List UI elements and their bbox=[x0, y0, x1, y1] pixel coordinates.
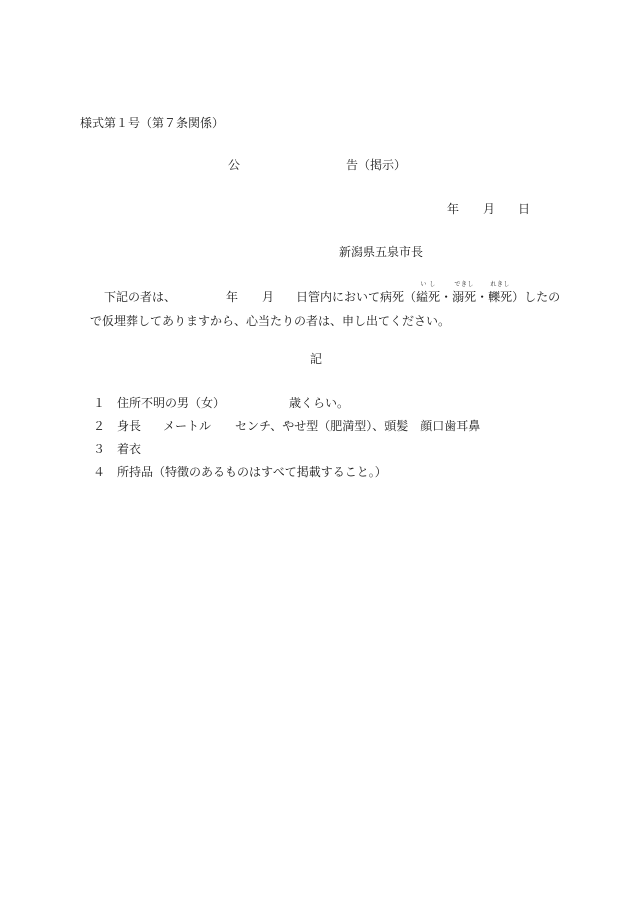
word-dekishi: 溺死 bbox=[452, 290, 477, 304]
date-day: 日 bbox=[518, 202, 531, 216]
ruby-ishi: い し bbox=[420, 281, 436, 288]
ruby-word-rekishi bbox=[488, 281, 513, 304]
heading-ko: 公 bbox=[228, 158, 241, 172]
body-year: 年 bbox=[226, 290, 239, 304]
ruby-rekishi: れきし bbox=[490, 281, 510, 288]
list-item bbox=[93, 419, 480, 433]
body-line1 bbox=[104, 281, 561, 304]
ruby-dekishi: できし bbox=[454, 281, 474, 288]
ruby-word-dekishi bbox=[452, 281, 477, 304]
ki-heading: 記 bbox=[310, 352, 323, 366]
item-number: １ bbox=[93, 396, 106, 410]
item-text: 身長 bbox=[117, 419, 142, 433]
item-text: 歳くらい。 bbox=[289, 396, 350, 410]
word-rekishi: 轢死 bbox=[488, 290, 513, 304]
item-number: ２ bbox=[93, 419, 106, 433]
body-month: 月 bbox=[262, 290, 275, 304]
item-number: ３ bbox=[93, 442, 106, 456]
body-line1-mid: 日管内において病死（ bbox=[296, 290, 417, 304]
ruby-word-ishi bbox=[416, 281, 441, 304]
body-line1-start: 下記の者は、 bbox=[104, 290, 177, 304]
form-label: 様式第１号（第７条関係） bbox=[80, 116, 225, 130]
list-item bbox=[93, 396, 349, 410]
separator: ・ bbox=[440, 290, 453, 304]
item-text: メートル bbox=[163, 419, 212, 433]
date-year: 年 bbox=[447, 202, 460, 216]
body-line1-end: ）したの bbox=[512, 290, 561, 304]
issuer: 新潟県五泉市長 bbox=[339, 245, 424, 259]
item-text: センチ、やせ型（肥満型）、頭髪 顔口歯耳鼻 bbox=[235, 419, 481, 433]
body-line2: で仮埋葬してありますから、心当たりの者は、申し出てください。 bbox=[90, 314, 451, 328]
item-number: ４ bbox=[93, 465, 106, 479]
item-text: 所持品（特徴のあるものはすべて掲載すること。） bbox=[117, 465, 387, 479]
item-text: 着衣 bbox=[117, 442, 142, 456]
word-ishi: 縊死 bbox=[416, 290, 441, 304]
heading-koku: 告（掲示） bbox=[346, 158, 407, 172]
item-text: 住所不明の男（女） bbox=[117, 396, 226, 410]
separator: ・ bbox=[476, 290, 489, 304]
list-item bbox=[93, 442, 141, 456]
list-item bbox=[93, 465, 387, 479]
date-month: 月 bbox=[483, 202, 496, 216]
